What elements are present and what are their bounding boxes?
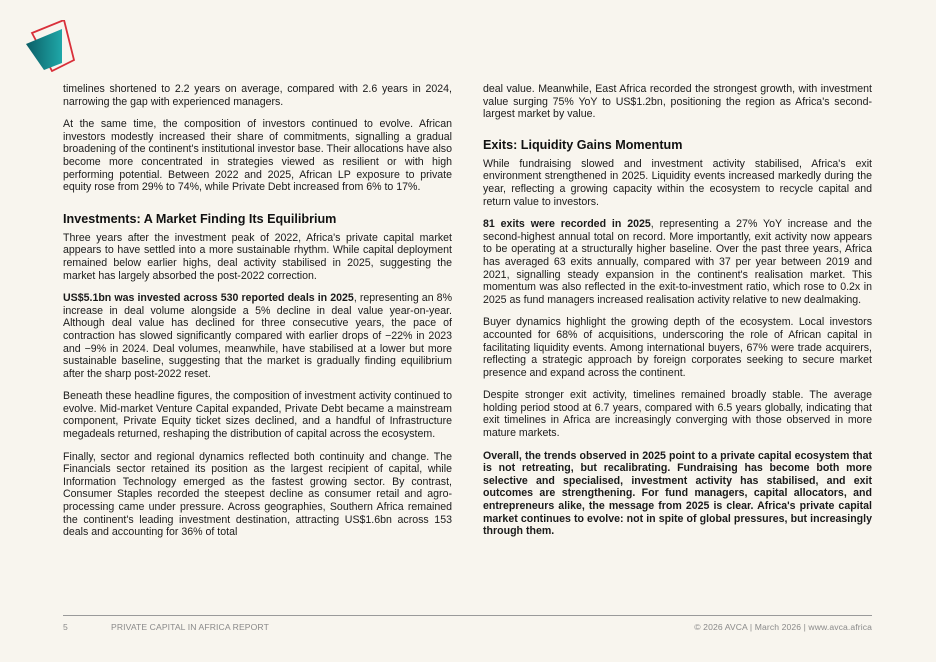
right-column [483, 83, 872, 548]
footer-divider [63, 615, 872, 616]
paragraph: deal value. Meanwhile, East Africa recorded the strongest growth, with investment value surging 75% YoY to US$1.2bn, positioning the region as Africa's second-largest market by value. [483, 83, 872, 121]
left-column [63, 83, 452, 549]
paragraph: Three years after the investment peak of 2022, Africa's private capital market appears to have settled into a more sustainable rhythm. While capital deployment remained below earlier highs, deal activity stabilised in 2025, suggesting the market has largely absorbed the post-2022 correction. [63, 231, 452, 282]
paragraph: At the same time, the composition of investors continued to evolve. African investors modestly increased their share of commitments, signalling a gradual broadening of the continent's institutional investor base. Their allocations have also become more concentrated in strategies viewed as resilient or with high performing potential. Between 2022 and 2025, African LP exposure to private equity rose from 29% to 74%, while Private Debt increased from 6% to 17%. [63, 118, 452, 194]
paragraph: Despite stronger exit activity, timelines remained broadly stable. The average holding period stood at 6.7 years, compared with 6.5 years globally, indicating that exit timelines in Africa are increasingly converging with those observed in more mature markets. [483, 389, 872, 440]
footer-copyright: © 2026 AVCA | March 2026 | www.avca.africa [694, 622, 872, 632]
paragraph-text: , representing an 8% increase in deal volume alongside a 5% decline in deal value year-on-year. Although deal value has declined for three consecutive years, the pace of contraction has slowed significantly compared with earlier drops of −22% in 2023 and −9% in 2024. Deal volumes, meanwhile, have stabilised at a lower but more sustainable baseline, suggesting that the market is gradually finding equilibrium after the sharp post-2022 reset. [63, 292, 452, 380]
paragraph [483, 218, 872, 306]
paragraph: timelines shortened to 2.2 years on average, compared with 2.6 years in 2024, narrowing the gap with experienced managers. [63, 83, 452, 108]
highlight-text: 81 exits were recorded in 2025 [483, 218, 651, 231]
paragraph [63, 292, 452, 380]
avca-logo-icon [22, 20, 78, 72]
paragraph: Buyer dynamics highlight the growing depth of the ecosystem. Local investors accounted for 68% of acquisitions, underscoring the role of African capital in facilitating liquidity events. Among international buyers, 67% were trade acquirers, reflecting a strategic approach by foreign corporates seeking to secure market presence and expand across the continent. [483, 316, 872, 379]
page-number: 5 [63, 622, 68, 632]
paragraph-text: , representing a 27% YoY increase and the second-highest annual total on record. More importantly, exit activity now appears to be operating at a structurally higher baseline. Over the past three years, Africa has averaged 63 exits annually, compared with 37 per year between 2019 and 2021, signalling steady expansion in the continent's realisation market. This momentum was also reflected in the exit-to-investment ratio, which rose to 0.2x in 2025 as fund managers increased realisation activity relative to new dealmaking. [483, 218, 872, 306]
highlight-text: US$5.1bn was invested across 530 reported deals in 2025 [63, 292, 354, 305]
paragraph: Beneath these headline figures, the composition of investment activity continued to evolve. Mid-market Venture Capital expanded, Private Debt became a mainstream component, Private Equity ticket sizes declined, and a handful of Infrastructure megadeals returned, reshaping the distribution of capital across the ecosystem. [63, 390, 452, 441]
conclusion-paragraph: Overall, the trends observed in 2025 point to a private capital ecosystem that is not retreating, but recalibrating. Fundraising has become both more selective and specialised, investment activity has stabilised, and exit outcomes are strengthening. For fund managers, capital allocators, and entrepreneurs alike, the message from 2025 is clear. Africa's private capital market continues to evolve: not in spite of global pressures, but increasingly through them. [483, 449, 872, 538]
paragraph: While fundraising slowed and investment activity stabilised, Africa's exit environment strengthened in 2025. Liquidity events increased markedly during the year, reflecting a growing capacity within the ecosystem to recycle capital and return value to investors. [483, 157, 872, 208]
section-heading-exits: Exits: Liquidity Gains Momentum [483, 137, 683, 152]
section-heading-investments: Investments: A Market Finding Its Equilibrium [63, 211, 337, 226]
paragraph: Finally, sector and regional dynamics reflected both continuity and change. The Financials sector retained its position as the largest recipient of capital, while Information Technology emerged as the fastest growing sector. By contrast, Consumer Staples recorded the steepest decline as consumer retail and agro-processing came under pressure. Across geographies, Southern Africa remained the continent's leading investment destination, attracting US$1.6bn across 153 deals and accounting for 36% of total [63, 450, 452, 539]
report-title: PRIVATE CAPITAL IN AFRICA REPORT [111, 622, 269, 632]
